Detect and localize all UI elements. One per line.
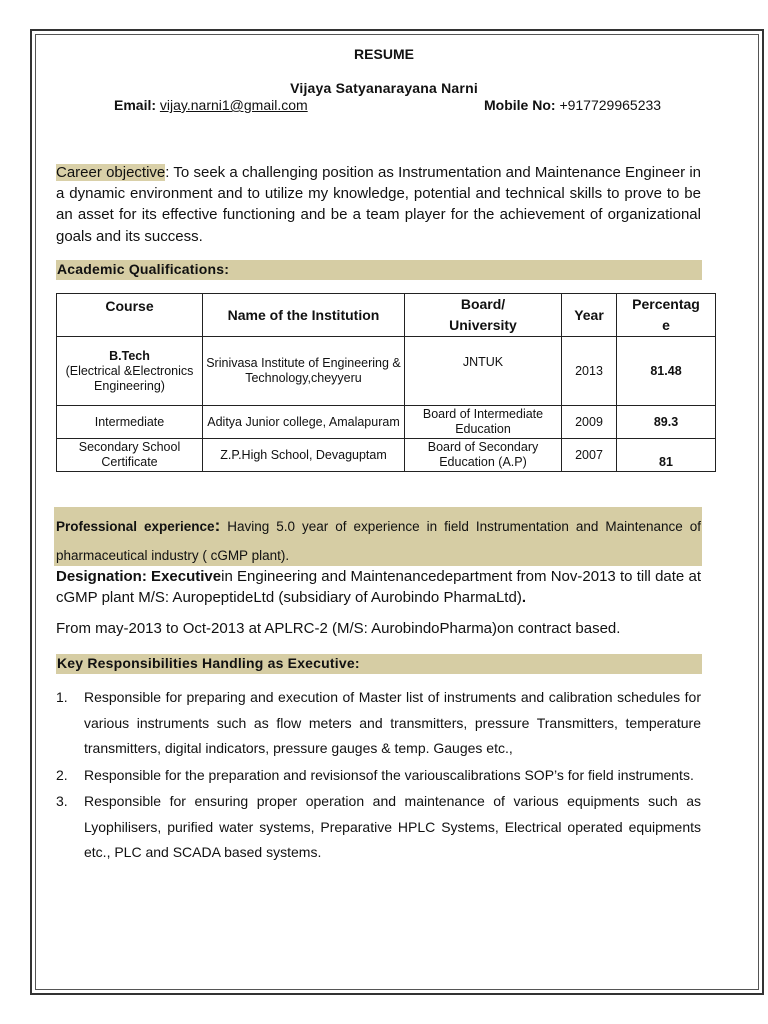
qualifications-table: [56, 293, 716, 472]
cell-board: Board of Intermediate Education: [405, 406, 562, 439]
contract-line: From may-2013 to Oct-2013 at APLRC-2 (M/S: AurobindoPharma)on contract based.: [56, 620, 621, 637]
cell-course: [57, 337, 203, 406]
list-item: [56, 685, 701, 762]
responsibilities-list: [56, 685, 701, 867]
cell-course: Secondary School Certificate: [57, 439, 203, 472]
table-row: [57, 337, 716, 406]
list-item: [56, 789, 701, 866]
designation: [56, 566, 701, 608]
cell-institution: Z.P.High School, Devaguptam: [203, 439, 405, 472]
designation-role: Executive: [146, 568, 222, 585]
cell-year: 2013: [562, 337, 617, 406]
professional-experience: [56, 511, 701, 570]
professional-text: Having 5.0 year of experience in field Instrumentation and Maintenance of pharmaceutical industry ( cGMP plant).: [56, 519, 701, 563]
email-line: [114, 97, 308, 113]
list-number: 3.: [56, 793, 68, 809]
header-percentage: [617, 294, 716, 337]
header-board-line2: University: [449, 317, 517, 333]
cell-institution: Srinivasa Institute of Engineering & Technology,cheyyeru: [203, 337, 405, 406]
list-text: Responsible for preparing and execution of Master list of instruments and calibration schedules for various instruments such as flow meters and transmitters, pressure Transmitters, temperature transmitters, digital indicators, pressure gauges & temp. Gauges etc.,: [84, 689, 701, 756]
mobile-value: +917729965233: [559, 97, 662, 113]
table-row: [57, 439, 716, 472]
career-objective: [56, 162, 701, 247]
header-institution: Name of the Institution: [203, 294, 405, 337]
email-link[interactable]: vijay.narni1@gmail.com: [159, 97, 308, 113]
header-pct-line2: e: [662, 317, 670, 333]
header-board-line1: Board/: [460, 296, 506, 312]
responsibilities-heading: Key Responsibilities Handling as Executive:: [57, 655, 360, 671]
academic-heading: Academic Qualifications:: [57, 261, 230, 277]
candidate-name: Vijaya Satyanarayana Narni: [290, 80, 478, 96]
header-year: Year: [562, 294, 617, 337]
professional-colon: :: [214, 516, 221, 535]
header-board: [405, 294, 562, 337]
cell-percentage: 89.3: [617, 406, 716, 439]
resume-title: RESUME: [354, 46, 414, 62]
table-header-row: [57, 294, 716, 337]
mobile-line: [484, 97, 661, 113]
table-row: [57, 406, 716, 439]
cell-course: Intermediate: [57, 406, 203, 439]
professional-label: Professional experience: [56, 519, 215, 534]
header-course: Course: [57, 294, 203, 337]
cell-percentage: 81.48: [617, 337, 716, 406]
email-label: Email:: [114, 97, 157, 113]
career-objective-label: Career objective: [56, 164, 166, 181]
cell-year: 2009: [562, 406, 617, 439]
cell-board: Board of Secondary Education (A.P): [405, 439, 562, 472]
mobile-label: Mobile No:: [484, 97, 556, 113]
cell-board: JNTUK: [405, 337, 562, 406]
career-objective-text: : To seek a challenging position as Instrumentation and Maintenance Engineer in a dynamic environment and to utilize my knowledge, potential and technical skills to prove to be an asset for its effective functioning and be a team player for the achievement of organizational goals and its success.: [56, 164, 701, 245]
list-text: Responsible for ensuring proper operation and maintenance of various equipments such as Lyophilisers, purified water systems, Preparative HPLC Systems, Electrical operated equipments etc., PLC and SCADA based systems.: [84, 793, 701, 860]
course-detail: (Electrical &Electronics Engineering): [65, 363, 194, 393]
list-text: Responsible for the preparation and revisionsof the variouscalibrations SOP’s for field instruments.: [84, 766, 694, 783]
designation-text: in Engineering and Maintenancedepartment from Nov-2013 to till date at cGMP plant M/S: AuropeptideLtd (subsidiary of Aurobindo PharmaLtd): [56, 568, 701, 606]
designation-end: .: [521, 589, 526, 606]
cell-year: 2007: [562, 439, 617, 472]
designation-label: Designation:: [56, 568, 147, 585]
header-pct-line1: Percentag: [632, 296, 700, 312]
cell-percentage: 81: [617, 439, 716, 472]
list-number: 2.: [56, 766, 68, 783]
list-item: [56, 763, 701, 789]
list-number: 1.: [56, 689, 68, 705]
cell-institution: Aditya Junior college, Amalapuram: [203, 406, 405, 439]
course-title: B.Tech: [109, 348, 150, 363]
